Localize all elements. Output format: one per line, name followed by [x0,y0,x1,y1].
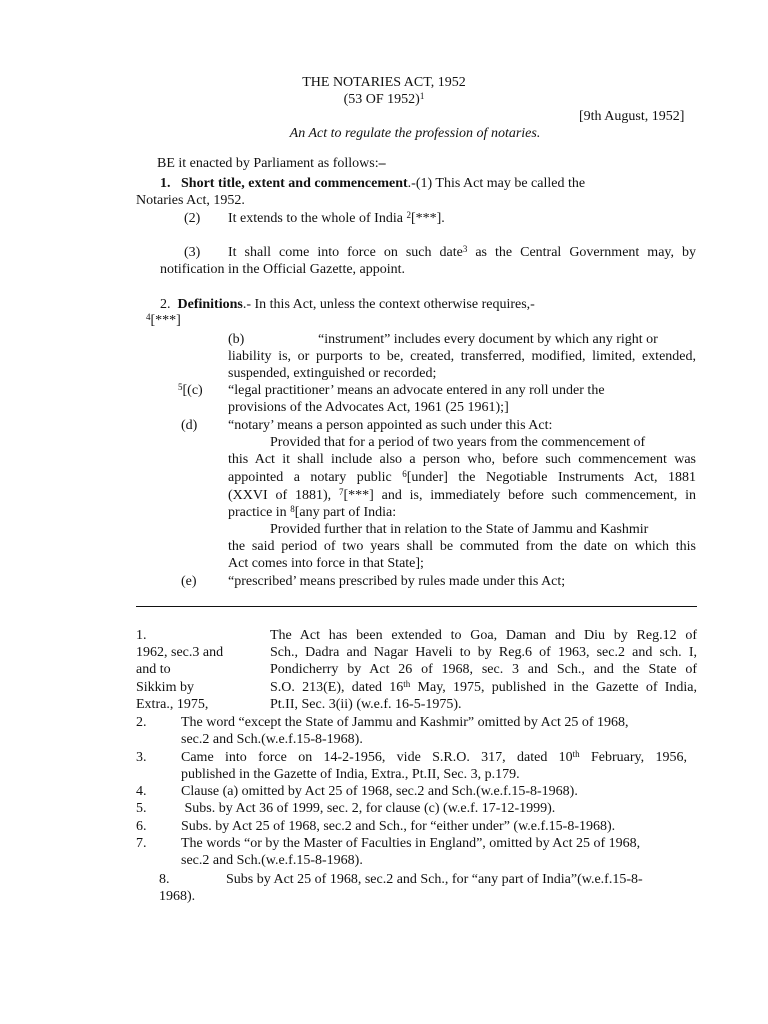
proviso-1-line2: this Act it shall include also a person who, before such commencement was [228,452,696,467]
clause-c-line1: “legal practitioner’ means an advocate entered in any roll under the [228,383,605,398]
proviso-1-line3: appointed a notary public $^6$[under] the Negotiable Instruments Act, 1881 [228,468,697,485]
long-title: An Act to regulate the profession of notaries. [289,126,541,141]
clause-num: (d) [181,418,198,433]
proviso-1-line4: (XXVI of 1881), $^7$[***] and is, immediately before such commencement, in [228,486,696,503]
act-number: (53 OF 1952)$^1$ [343,90,425,107]
proviso-1-line1: Provided that for a period of two years from the commencement of [270,435,646,450]
clause-b-line3: suspended, extinguished or recorded; [228,366,437,381]
proviso-2-line2: the said period of two years shall be commuted from the date on which this [228,539,696,554]
footnote-ref: 1 [419,90,425,101]
clause-e-line1: “prescribed’ means prescribed by rules made under this Act; [228,574,566,589]
clause-num: $^5$[(c) [178,381,203,398]
clause-d-line1: “notary’ means a person appointed as such under this Act: [228,418,553,433]
subsection-num: (2) [184,211,201,226]
section-2: 2. Definitions.- In this Act, unless the context otherwise requires,- [160,297,535,312]
subsection-num: (3) [184,245,201,260]
clause-num: (e) [181,574,197,589]
clause-b-line2: liability is, or purports to be, created, transferred, modified, limited, extended, [228,349,696,364]
section-1-line2: Notaries Act, 1952. [136,193,245,208]
proviso-2-line3: Act comes into force in that State]; [228,556,424,571]
section-1-3: It shall come into force on such date$^3$ as the Central Government may, by [228,243,696,260]
clause-c-line2: provisions of the Advocates Act, 1961 (25 1961);] [228,400,509,415]
clause-b-line1: “instrument” includes every document by which any right or [318,332,658,347]
proviso-1-line5: practice in $^8$[any part of India: [228,503,397,520]
section-1-3-line2: notification in the Official Gazette, appoint. [160,262,406,277]
enacting-formula: BE it enacted by Parliament as follows:‒ [157,156,386,171]
act-title: THE NOTARIES ACT, 1952 [302,75,466,90]
section-1: 1. Short title, extent and commencement.-(1) This Act may be called the [160,176,586,191]
section-1-2: It extends to the whole of India $^2$[***]. [228,209,445,226]
clause-a-omitted: $^4$[***] [146,311,181,328]
footnote-divider [136,606,697,607]
enactment-date: [9th August, 1952] [579,109,685,124]
clause-num: (b) [228,332,245,347]
proviso-2-line1: Provided further that in relation to the State of Jammu and Kashmir [270,522,649,537]
